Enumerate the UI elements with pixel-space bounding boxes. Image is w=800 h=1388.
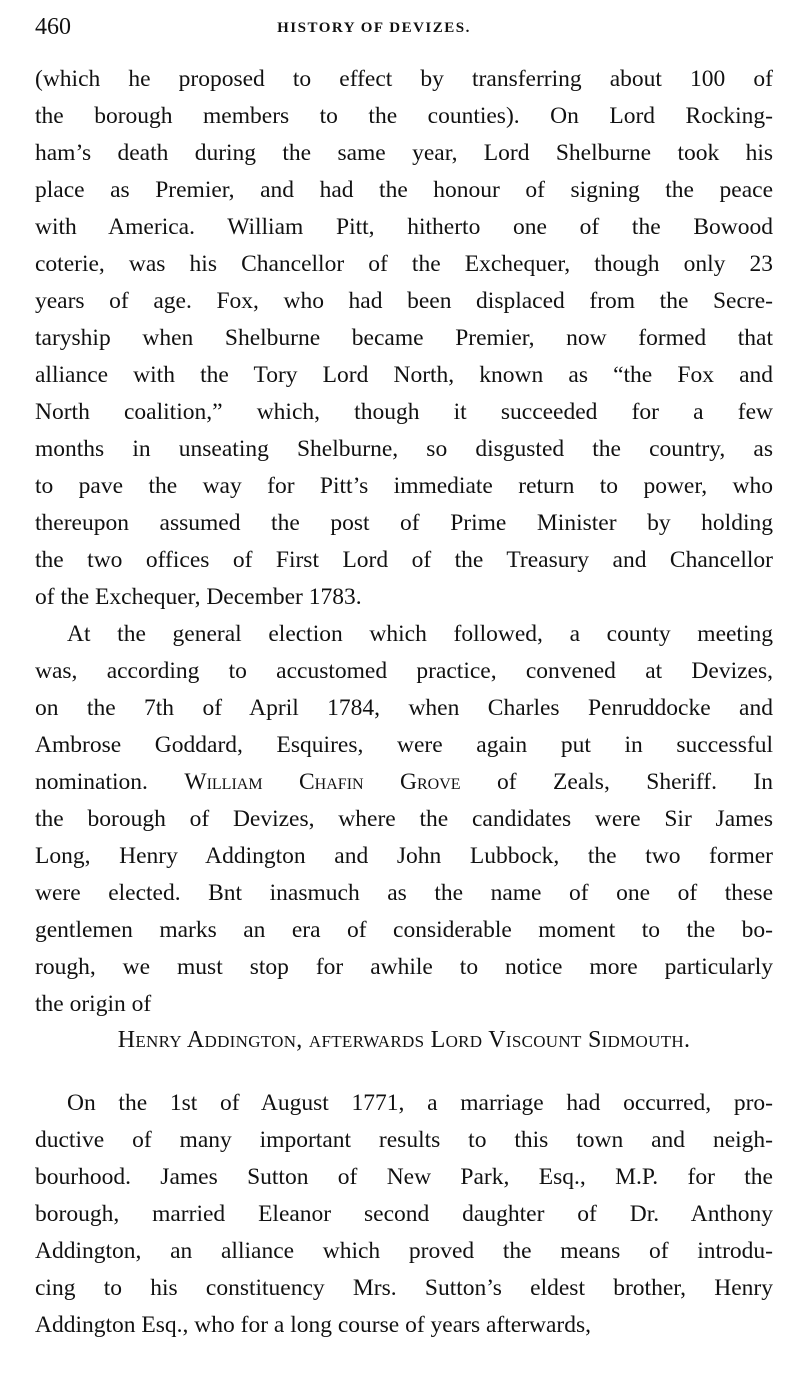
- text-segment: taryship when Shelburne became Premier, now formed that: [35, 325, 773, 351]
- text-line: [35, 986, 773, 1023]
- text-segment: On the 1st of August 1771, a marriage had occurred, pro-: [67, 1090, 773, 1116]
- text-line: [35, 1122, 773, 1159]
- text-segment: Ambrose Goddard, Esquires, were again put in successful: [35, 732, 773, 758]
- text-line: [35, 209, 773, 246]
- text-segment: thereupon assumed the post of Prime Minister by holding: [35, 510, 773, 536]
- text-segment: years of age. Fox, who had been displaced from the Secre-: [35, 288, 773, 314]
- text-segment: the borough of Devizes, where the candidates were Sir James: [35, 806, 773, 832]
- text-segment: was, according to accustomed practice, convened at Devizes,: [35, 658, 773, 684]
- text-line: [35, 764, 773, 801]
- text-segment: the borough members to the counties). On Lord Rocking-: [35, 103, 773, 129]
- text-line: [35, 505, 773, 542]
- text-line: [35, 431, 773, 468]
- text-segment: ductive of many important results to this town and neigh-: [35, 1127, 773, 1153]
- text-segment: Long, Henry Addington and John Lubbock, the two former: [35, 843, 773, 869]
- text-segment: months in unseating Shelburne, so disgusted the country, as: [35, 436, 773, 462]
- text-line: [35, 727, 773, 764]
- paragraph-2: [35, 616, 773, 1023]
- text-line: [35, 579, 773, 616]
- text-segment: rough, we must stop for awhile to notice more particularly: [35, 954, 773, 980]
- text-line: [35, 542, 773, 579]
- page-number: 460: [35, 14, 71, 40]
- text-line: [35, 394, 773, 431]
- text-segment: on the 7th of April 1784, when Charles Penruddocke and: [35, 695, 773, 721]
- text-line: [35, 949, 773, 986]
- text-line: [35, 98, 773, 135]
- text-line: [35, 1270, 773, 1307]
- running-title: HISTORY OF DEVIZES.: [277, 20, 471, 36]
- text-line: [35, 875, 773, 912]
- text-segment: North coalition,” which, though it succeeded for a few: [35, 399, 773, 425]
- paragraph-3: [35, 1085, 773, 1344]
- text-segment: coterie, was his Chancellor of the Exchequer, though only 23: [35, 251, 773, 277]
- text-line: [35, 912, 773, 949]
- text-line: [35, 320, 773, 357]
- text-segment: to pave the way for Pitt’s immediate return to power, who: [35, 473, 773, 499]
- text-line: [35, 61, 773, 98]
- text-segment: place as Premier, and had the honour of signing the peace: [35, 177, 773, 203]
- text-segment: the two offices of First Lord of the Treasury and Chancellor: [35, 547, 773, 573]
- text-line: [35, 838, 773, 875]
- text-line: [35, 616, 773, 653]
- text-line: [35, 1196, 773, 1233]
- text-line: [35, 1233, 773, 1270]
- text-segment: of Zeals, Sheriff. In: [460, 769, 774, 795]
- text-segment: the origin of: [35, 991, 152, 1017]
- text-segment: borough, married Eleanor second daughter of Dr. Anthony: [35, 1201, 773, 1227]
- text-line: [35, 135, 773, 172]
- text-segment: At the general election which followed, a county meeting: [67, 621, 773, 647]
- text-segment: ham’s death during the same year, Lord Shelburne took his: [35, 140, 773, 166]
- text-segment: with America. William Pitt, hitherto one of the Bowood: [35, 214, 773, 240]
- text-segment: nomination.: [35, 769, 185, 795]
- paragraph-1: [35, 61, 773, 616]
- text-segment: (which he proposed to effect by transferring about 100 of: [35, 66, 773, 92]
- text-segment: cing to his constituency Mrs. Sutton’s eldest brother, Henry: [35, 1275, 773, 1301]
- text-line: [35, 801, 773, 838]
- text-segment: alliance with the Tory Lord North, known as “the Fox and: [35, 362, 773, 388]
- text-line: [35, 468, 773, 505]
- text-line: [35, 283, 773, 320]
- text-segment: Addington Esq., who for a long course of years afterwards,: [35, 1312, 592, 1338]
- section-heading: Henry Addington, afterwards Lord Viscount Sidmouth.: [117, 1027, 691, 1053]
- text-line: [35, 246, 773, 283]
- text-segment: were elected. Bnt inasmuch as the name of one of these: [35, 880, 773, 906]
- text-line: [35, 357, 773, 394]
- text-line: [35, 1085, 773, 1122]
- text-segment: gentlemen marks an era of considerable moment to the bo-: [35, 917, 773, 943]
- text-line: [35, 1307, 773, 1344]
- text-segment: of the Exchequer, December 1783.: [35, 584, 362, 610]
- text-line: [35, 1159, 773, 1196]
- text-line: [35, 172, 773, 209]
- text-segment: Addington, an alliance which proved the means of introdu-: [35, 1238, 773, 1264]
- running-header: [35, 14, 773, 44]
- text-line: [35, 690, 773, 727]
- text-line: [35, 653, 773, 690]
- small-caps-name: William Chafin Grove: [184, 769, 461, 795]
- text-segment: bourhood. James Sutton of New Park, Esq., M.P. for the: [35, 1164, 773, 1190]
